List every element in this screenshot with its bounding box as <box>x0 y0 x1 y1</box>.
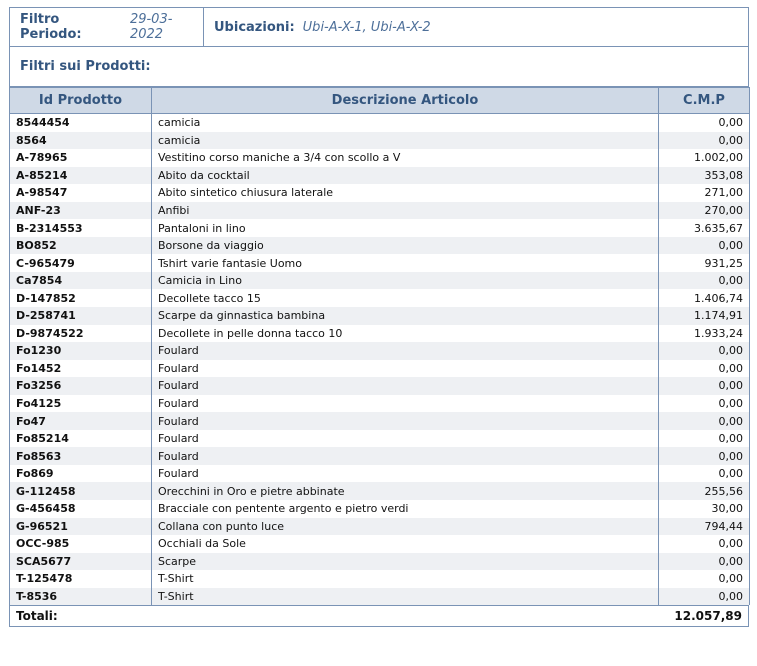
cell-id: SCA5677 <box>10 553 152 571</box>
cell-id: D-258741 <box>10 307 152 325</box>
cell-id: Fo4125 <box>10 395 152 413</box>
cell-id: A-98547 <box>10 184 152 202</box>
table-row[interactable] <box>10 518 750 536</box>
table-row[interactable] <box>10 202 750 220</box>
cell-cmp: 0,00 <box>659 237 750 255</box>
table-row[interactable] <box>10 430 750 448</box>
cell-description: Tshirt varie fantasie Uomo <box>152 254 659 272</box>
cell-id: G-96521 <box>10 518 152 536</box>
table-row[interactable] <box>10 272 750 290</box>
cell-description: Pantaloni in lino <box>152 219 659 237</box>
cell-description: Vestitino corso maniche a 3/4 con scollo a V <box>152 149 659 167</box>
table-row[interactable] <box>10 553 750 571</box>
header-cmp[interactable]: C.M.P <box>659 88 750 114</box>
cell-id: A-78965 <box>10 149 152 167</box>
cell-description: Camicia in Lino <box>152 272 659 290</box>
cell-id: Fo3256 <box>10 377 152 395</box>
table-row[interactable] <box>10 254 750 272</box>
table-row[interactable] <box>10 535 750 553</box>
cell-cmp: 794,44 <box>659 518 750 536</box>
cell-cmp: 1.406,74 <box>659 289 750 307</box>
header-id[interactable]: Id Prodotto <box>10 88 152 114</box>
cell-description: Foulard <box>152 412 659 430</box>
cell-cmp: 0,00 <box>659 114 750 132</box>
cell-description: camicia <box>152 114 659 132</box>
table-row[interactable] <box>10 184 750 202</box>
cell-id: T-125478 <box>10 570 152 588</box>
cell-description: Scarpe <box>152 553 659 571</box>
table-row[interactable] <box>10 588 750 606</box>
table-row[interactable] <box>10 167 750 185</box>
cell-cmp: 1.174,91 <box>659 307 750 325</box>
cell-id: Fo1452 <box>10 360 152 378</box>
table-row[interactable] <box>10 395 750 413</box>
cell-id: C-965479 <box>10 254 152 272</box>
cell-id: 8564 <box>10 132 152 150</box>
cell-cmp: 931,25 <box>659 254 750 272</box>
cell-id: Fo47 <box>10 412 152 430</box>
product-filters-label: Filtri sui Prodotti: <box>9 47 749 87</box>
cell-description: Foulard <box>152 430 659 448</box>
cell-description: T-Shirt <box>152 588 659 606</box>
cell-cmp: 0,00 <box>659 377 750 395</box>
period-value: 29-03-2022 <box>129 12 173 42</box>
table-row[interactable] <box>10 500 750 518</box>
cell-description: Foulard <box>152 360 659 378</box>
totals-value: 12.057,89 <box>674 609 742 624</box>
cell-id: 8544454 <box>10 114 152 132</box>
locations-value: Ubi-A-X-1, Ubi-A-X-2 <box>302 19 431 35</box>
cell-cmp: 0,00 <box>659 132 750 150</box>
locations-label: Ubicazioni: <box>214 19 295 35</box>
table-body <box>10 114 750 606</box>
cell-id: Ca7854 <box>10 272 152 290</box>
cell-cmp: 353,08 <box>659 167 750 185</box>
cell-cmp: 1.002,00 <box>659 149 750 167</box>
cell-id: Fo869 <box>10 465 152 483</box>
cell-cmp: 255,56 <box>659 482 750 500</box>
cell-id: BO852 <box>10 237 152 255</box>
cell-id: A-85214 <box>10 167 152 185</box>
locations-filter <box>204 8 431 46</box>
cell-description: Foulard <box>152 447 659 465</box>
table-row[interactable] <box>10 325 750 343</box>
cell-description: Anfibi <box>152 202 659 220</box>
cell-description: Abito da cocktail <box>152 167 659 185</box>
cell-description: Foulard <box>152 395 659 413</box>
cell-description: camicia <box>152 132 659 150</box>
cell-id: D-147852 <box>10 289 152 307</box>
cell-cmp: 0,00 <box>659 430 750 448</box>
cell-cmp: 271,00 <box>659 184 750 202</box>
cell-cmp: 0,00 <box>659 588 750 606</box>
table-row[interactable] <box>10 132 750 150</box>
cell-cmp: 0,00 <box>659 553 750 571</box>
table-row[interactable] <box>10 482 750 500</box>
header-description[interactable]: Descrizione Articolo <box>152 88 659 114</box>
table-row[interactable] <box>10 289 750 307</box>
cell-cmp: 3.635,67 <box>659 219 750 237</box>
table-header-row <box>10 88 750 114</box>
cell-description: Foulard <box>152 465 659 483</box>
cell-description: Borsone da viaggio <box>152 237 659 255</box>
cell-id: Fo1230 <box>10 342 152 360</box>
cell-description: Abito sintetico chiusura laterale <box>152 184 659 202</box>
cell-cmp: 0,00 <box>659 570 750 588</box>
cell-cmp: 0,00 <box>659 360 750 378</box>
table-row[interactable] <box>10 412 750 430</box>
cell-id: D-9874522 <box>10 325 152 343</box>
cell-cmp: 0,00 <box>659 412 750 430</box>
table-row[interactable] <box>10 377 750 395</box>
cell-description: T-Shirt <box>152 570 659 588</box>
cell-description: Scarpe da ginnastica bambina <box>152 307 659 325</box>
cell-cmp: 1.933,24 <box>659 325 750 343</box>
cell-description: Decollete tacco 15 <box>152 289 659 307</box>
cell-id: G-112458 <box>10 482 152 500</box>
table-row[interactable] <box>10 570 750 588</box>
cell-description: Decollete in pelle donna tacco 10 <box>152 325 659 343</box>
table-row[interactable] <box>10 149 750 167</box>
totals-row <box>9 605 749 627</box>
period-label: Filtro Periodo: <box>20 12 82 42</box>
cell-description: Occhiali da Sole <box>152 535 659 553</box>
cell-cmp: 0,00 <box>659 272 750 290</box>
cell-id: Fo85214 <box>10 430 152 448</box>
table-row[interactable] <box>10 219 750 237</box>
cell-description: Collana con punto luce <box>152 518 659 536</box>
cell-cmp: 0,00 <box>659 535 750 553</box>
table-row[interactable] <box>10 307 750 325</box>
table-row[interactable] <box>10 360 750 378</box>
cell-cmp: 270,00 <box>659 202 750 220</box>
cell-cmp: 0,00 <box>659 465 750 483</box>
totals-label: Totali: <box>16 609 58 624</box>
cell-id: OCC-985 <box>10 535 152 553</box>
table-row[interactable] <box>10 447 750 465</box>
cell-cmp: 0,00 <box>659 395 750 413</box>
cell-id: ANF-23 <box>10 202 152 220</box>
filter-bar <box>9 7 749 47</box>
cell-id: T-8536 <box>10 588 152 606</box>
cell-cmp: 30,00 <box>659 500 750 518</box>
cell-description: Bracciale con pentente argento e pietro verdi <box>152 500 659 518</box>
cell-id: G-456458 <box>10 500 152 518</box>
cell-cmp: 0,00 <box>659 342 750 360</box>
products-table <box>9 87 750 605</box>
cell-description: Orecchini in Oro e pietre abbinate <box>152 482 659 500</box>
period-filter <box>10 8 204 46</box>
table-row[interactable] <box>10 465 750 483</box>
table-row[interactable] <box>10 342 750 360</box>
cell-id: Fo8563 <box>10 447 152 465</box>
cell-description: Foulard <box>152 377 659 395</box>
cell-description: Foulard <box>152 342 659 360</box>
table-row[interactable] <box>10 114 750 132</box>
report-frame <box>9 7 749 627</box>
cell-cmp: 0,00 <box>659 447 750 465</box>
table-row[interactable] <box>10 237 750 255</box>
cell-id: B-2314553 <box>10 219 152 237</box>
